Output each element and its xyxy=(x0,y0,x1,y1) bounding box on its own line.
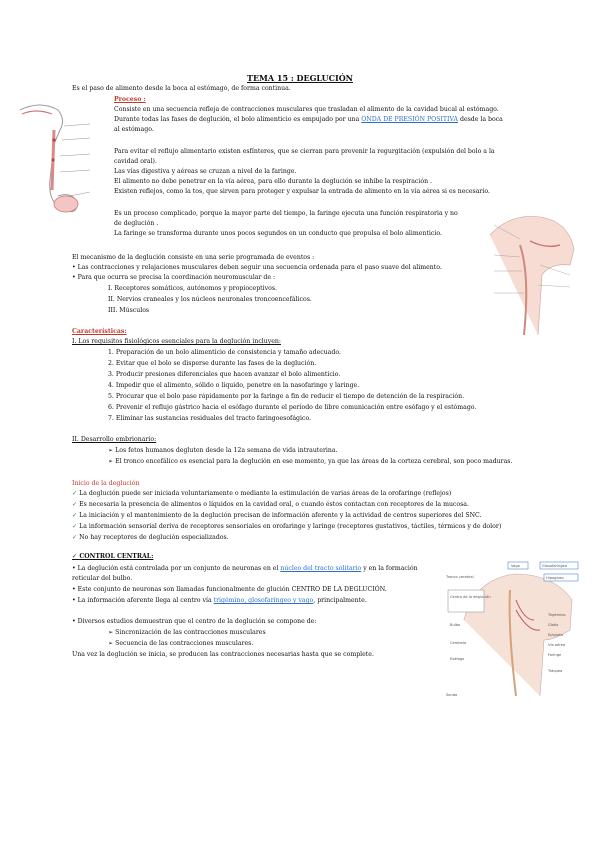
para-line: La faringe se transforma durante unos pocos segundos en un conducto que propulsa el bolo alimenticio. xyxy=(114,230,442,237)
control-line: reticular del bulbo. xyxy=(72,575,133,582)
head-outline xyxy=(490,216,574,335)
bolus-mark xyxy=(52,138,55,141)
mecanismo-item: II. Nervios craneales y los núcleos neuronales troncoencefálicos. xyxy=(108,296,312,303)
leader-line xyxy=(64,124,90,126)
control-sub-text: Sincronización de las contracciones musculares xyxy=(115,629,266,636)
fig-label-sonda: Sonda xyxy=(446,693,458,697)
control-sub-item xyxy=(108,629,266,637)
arrow-bullet-icon: ➢ xyxy=(108,629,116,636)
caracteristicas-sub2: II. Desarrollo embrionario: xyxy=(72,436,157,443)
check-icon: ✓ xyxy=(72,490,80,497)
proceso-line xyxy=(114,116,503,124)
requisito-item: 5. Procurar que el bolo pase rápidamente por la faringe a fin de reducir el tiempo de detención de la respiración. xyxy=(108,393,465,400)
requisito-item: 7. Eliminar las sustancias residuales del tracto faringoesofágico. xyxy=(108,415,312,422)
desarrollo-item xyxy=(108,458,512,466)
check-icon: ✓ xyxy=(72,501,80,508)
nerves-link[interactable]: trigémino, glosofaríngeo y vago xyxy=(213,597,314,604)
para-line: Es un proceso complicado, porque la mayor parte del tiempo, la faringe ejecuta una función respiratoria y no xyxy=(114,210,458,217)
control-text: • La información aferente llega al centro vía xyxy=(72,597,212,604)
mecanismo-item: III. Músculos xyxy=(108,307,150,314)
page-title: TEMA 15 : DEGLUCIÓN xyxy=(247,73,353,83)
proceso-line-part: desde la boca xyxy=(459,116,503,123)
leader-line xyxy=(60,154,90,156)
requisito-item: 4. Impedir que el alimento, sólido o líquido, penetre en la nasofaringe y laringe. xyxy=(108,382,360,389)
fig-label-tronco: Tronco cerebral xyxy=(446,575,474,579)
control-line: Una vez la deglución se inicia, se producen las contracciones necesarias hasta que se complete. xyxy=(72,651,374,658)
intro-text: Es el paso de alimento desde la boca al estómago, de forma continua. xyxy=(72,85,291,92)
fig-label-epiglotis: Epiglotis xyxy=(548,633,564,637)
para-line: Existen reflejos, como la tos, que sirven para proteger y expulsar la entrada de alimento en la vía aérea si es necesario. xyxy=(114,188,490,195)
bolus-mark xyxy=(51,158,54,161)
nucleo-tracto-link[interactable]: núcleo del tracto solitario xyxy=(280,565,362,572)
inicio-heading: Inicio de la deglución xyxy=(72,480,140,487)
fig-label-glotis: Glotis xyxy=(548,623,559,627)
control-sub-item xyxy=(108,640,253,648)
inicio-item xyxy=(72,490,451,498)
fig-label-esofago: Esófago xyxy=(450,657,465,661)
fig-label-trigemino: Trigémino xyxy=(548,613,566,617)
proceso-heading: Proceso : xyxy=(114,96,146,103)
leader-line xyxy=(70,192,90,196)
arrow-bullet-icon: ➢ xyxy=(108,447,116,454)
mecanismo-line: • Para que ocurra se precisa la coordinación neuromuscular de : xyxy=(72,274,276,281)
inicio-text: La información sensorial deriva de receptores sensoriales en orofaringe y laringe (receptores gustativos, táctiles, térmicos y de dolor) xyxy=(79,523,502,530)
leader-line xyxy=(538,285,570,287)
stomach-shape xyxy=(54,196,78,212)
control-text: y en la formación xyxy=(363,565,418,572)
requisito-item: 2. Evitar que el bolo se disperse durante las fases de la deglución. xyxy=(108,360,317,367)
check-icon: ✓ xyxy=(72,553,80,560)
control-text: • La deglución está controlada por un conjunto de neuronas en el xyxy=(72,565,279,572)
inicio-text: La iniciación y el mantenimiento de la deglución precisan de información aferente y la actividad de centros superiores del SNC. xyxy=(79,512,482,519)
control-line: • Diversos estudios demuestran que el centro de la deglución se compone de: xyxy=(72,618,317,625)
label-box-centro xyxy=(448,590,484,612)
proceso-line: al estómago. xyxy=(114,126,154,133)
fig-label-traquea: Tráquea xyxy=(548,669,563,673)
control-line xyxy=(72,597,367,605)
inicio-item xyxy=(72,523,501,531)
digestive-tract-figure xyxy=(10,100,102,230)
para-line: Las vías digestiva y aéreas se cruzan a nivel de la faringe. xyxy=(114,168,297,175)
inicio-item xyxy=(72,534,229,542)
requisito-item: 6. Prevenir el reflujo gástrico hacia el esófago durante el período de libre comunicación entre esófago y el estómago. xyxy=(108,404,477,411)
requisito-item: 3. Producir presiones diferenciales que hacen avanzar el bolo alimenticio. xyxy=(108,371,341,378)
arrow-bullet-icon: ➢ xyxy=(108,458,116,465)
onda-presion-link[interactable]: ONDA DE PRESIÓN POSITIVA xyxy=(361,116,459,123)
control-heading xyxy=(72,553,153,561)
fig-label-hipogloso: Hipogloso xyxy=(546,576,564,580)
control-line: • Este conjunto de neuronas son llamadas funcionalmente de glución CENTRO DE LA DEGLUCIÓN. xyxy=(72,586,387,593)
proceso-line: Consiste en una secuencia refleja de contracciones musculares que trasladan el alimento de la cavidad bucal al estómago. xyxy=(114,106,499,113)
swallowing-center-figure xyxy=(444,560,584,700)
para-line: Para evitar el reflujo alimentario existen esfínteres, que se cierran para prevenir la regurgitación (expulsión del bolo a la xyxy=(114,148,495,155)
desarrollo-item xyxy=(108,447,338,455)
inicio-item xyxy=(72,501,469,509)
control-heading-text: CONTROL CENTRAL: xyxy=(79,553,154,560)
fig-label-vago: Vago xyxy=(511,564,520,568)
caracteristicas-sub1: I. Los requisitos fisiológicos esenciales para la deglución incluyen: xyxy=(72,338,281,345)
fig-label-centro: Centro de la deglución xyxy=(450,595,491,599)
mecanismo-line: El mecanismo de la deglución consiste en una serie programada de eventos : xyxy=(72,254,315,261)
fig-label-via-aerea: Vía aérea xyxy=(548,643,566,647)
inicio-text: Es necesaria la presencia de alimentos o líquidos en la cavidad oral, o cuando éstos contactan con receptores de la mucosa. xyxy=(79,501,469,508)
arrow-bullet-icon: ➢ xyxy=(108,640,116,647)
inicio-text: No hay receptores de deglución especializados. xyxy=(79,534,229,541)
leader-line xyxy=(60,170,90,172)
check-icon: ✓ xyxy=(72,534,80,541)
fig-label-bulbo: Bulbo xyxy=(450,623,461,627)
para-line: El alimento no debe penetrar en la vía aérea, para ello durante la deglución se inhibe la respiración . xyxy=(114,178,432,185)
pharynx-figure xyxy=(480,205,580,345)
desarrollo-text: Los fetos humanos degluten desde la 12a semana de vida intrauterina. xyxy=(115,447,338,454)
caracteristicas-heading: Características: xyxy=(72,328,127,335)
tract-outline xyxy=(20,105,77,212)
inicio-text: La deglución puede ser iniciada voluntariamente o mediante la estimulación de varias áreas de la orofaringe (reflejos) xyxy=(79,490,452,497)
proceso-line-part: Durante todas las fases de deglución, el bolo alimenticio es empujado por una xyxy=(114,116,360,123)
check-icon: ✓ xyxy=(72,512,80,519)
desarrollo-text: El tronco encefálico es esencial para la deglución en ese momento, ya que las áreas de la corteza cerebral, son poco maduras. xyxy=(115,458,513,465)
check-icon: ✓ xyxy=(72,523,80,530)
mouth-outline xyxy=(22,111,52,114)
leader-line xyxy=(62,138,90,140)
control-text: , principalmente. xyxy=(313,597,367,604)
requisito-item: 1. Preparación de un bolo alimenticio de consistencia y tamaño adecuado. xyxy=(108,349,341,356)
control-line xyxy=(72,565,418,573)
mecanismo-item: I. Receptores somáticos, autónomos y propioceptivos. xyxy=(108,285,277,292)
fig-label-faringe: Faringe xyxy=(548,653,562,657)
mecanismo-line: • Las contracciones y relajaciones musculares deben seguir una secuencia ordenada para el paso suave del alimento. xyxy=(72,264,442,271)
control-sub-text: Secuencia de las contracciones musculares. xyxy=(115,640,254,647)
fig-label-glosofaringeo: Glosofaríngeo xyxy=(542,564,567,568)
fig-label-cerebelo: Cerebelo xyxy=(450,641,467,645)
para-line: de deglución . xyxy=(114,220,159,227)
inicio-item xyxy=(72,512,482,520)
para-line: cavidad oral). xyxy=(114,158,157,165)
